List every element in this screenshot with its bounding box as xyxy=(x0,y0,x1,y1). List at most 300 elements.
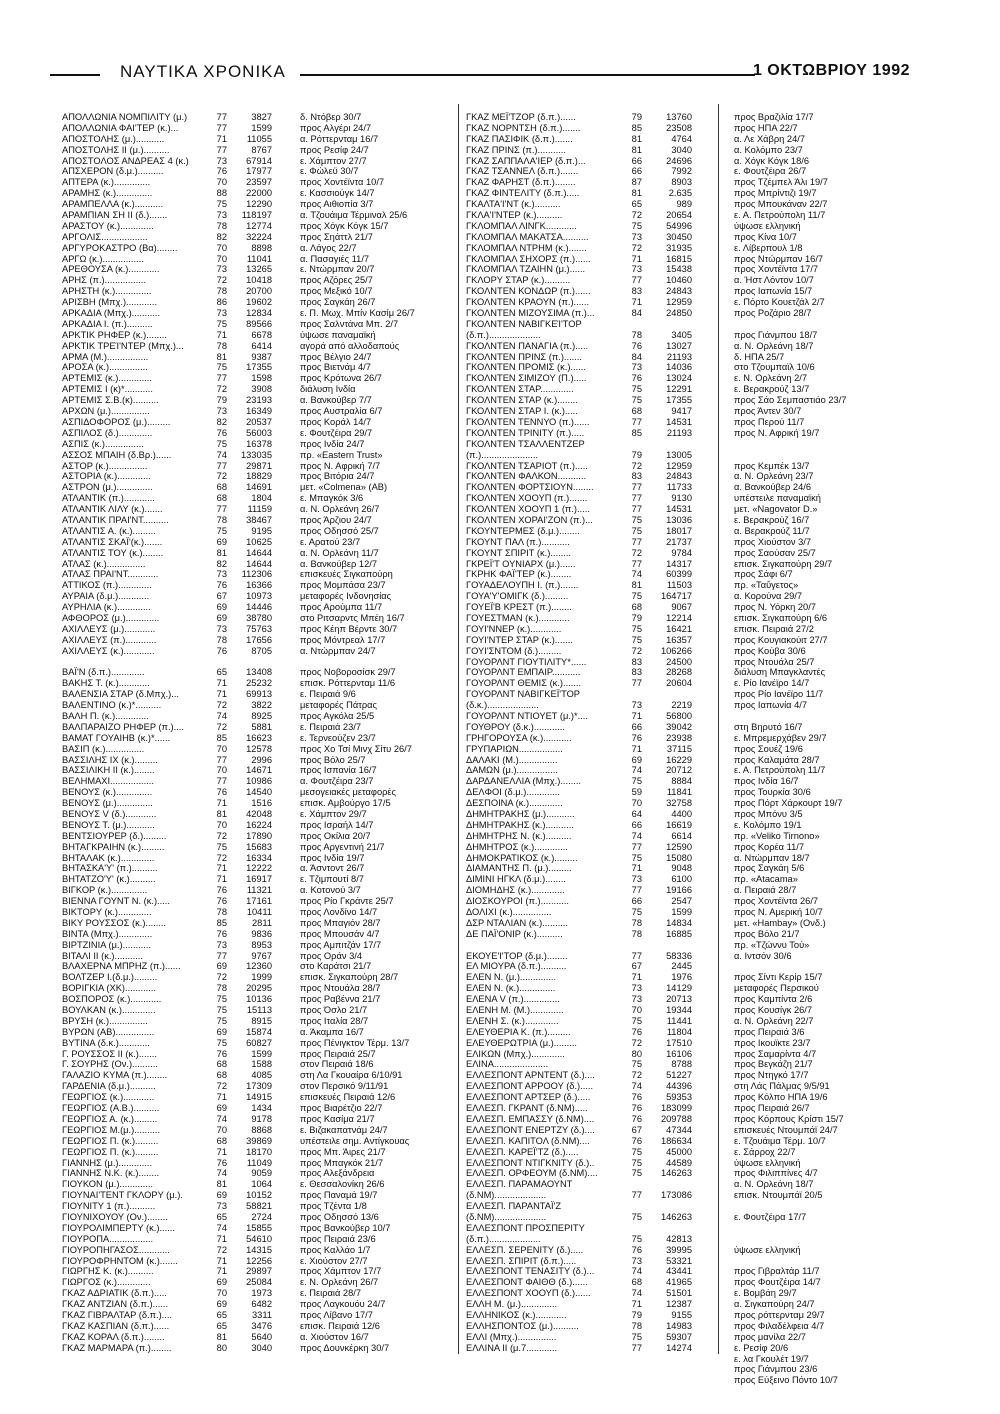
ship-tonnage: 19344 xyxy=(666,1005,692,1016)
ship-tonnage: 133035 xyxy=(240,449,272,460)
status-entry: προς Βιετνάμ 4/7 xyxy=(300,362,371,373)
ship-tonnage: 106266 xyxy=(660,645,692,656)
ship-tonnage: 146263 xyxy=(660,1168,692,1179)
ship-tonnage: 8898 xyxy=(251,242,272,253)
ship-name: ΓΚΛΟΡΥ ΣΤΑΡ (κ.).......... xyxy=(466,275,571,286)
status-entry: προς Χοντέϊντα 26/7 xyxy=(734,896,819,907)
table-row xyxy=(466,863,696,874)
ship-year: 70 xyxy=(216,743,227,754)
table-row xyxy=(466,1005,696,1016)
ship-tonnage: 25084 xyxy=(246,1277,272,1288)
ship-year: 77 xyxy=(216,373,227,384)
ship-year: 76 xyxy=(216,580,227,591)
table-row xyxy=(62,210,272,221)
ship-name: ΓΚΡΕΪ'Τ ΟΥΝΙΑΡΧ (μ.)...... xyxy=(466,558,576,569)
ship-tonnage: 60827 xyxy=(246,1037,272,1048)
ship-name: Γ. ΡΟΥΣΣΟΣ ΙΙ (κ.)....... xyxy=(62,1048,157,1059)
ship-year: 77 xyxy=(631,536,642,547)
table-row xyxy=(466,1256,696,1267)
ship-name: ΒΡΥΣΗ (κ.)............... xyxy=(62,1015,148,1026)
status-entry: προς Πειραιά 3/6 xyxy=(734,1026,805,1037)
ship-tonnage: 39995 xyxy=(666,1244,692,1255)
ship-name: ΔΙΟΜΗΔΗΣ (κ.)............. xyxy=(466,885,565,896)
ship-name: ΑΡΤΕΜΙΣ Σ.Β.(κ).......... xyxy=(62,395,159,406)
ship-name: ΒΙΚΤΟΡΥ (κ.)............. xyxy=(62,907,152,918)
ship-tonnage: 11055 xyxy=(246,133,272,144)
status-entry: ε. Φώλεϋ 30/7 xyxy=(300,166,359,177)
ship-year: 69 xyxy=(216,612,227,623)
ship-name: ΓΟΥΕΣΤΜΑΝ (κ.)............ xyxy=(466,612,570,623)
ship-name: ΑΣΠΙΔΟΦΟΡΟΣ (μ.)......... xyxy=(62,416,171,427)
table-row xyxy=(466,907,696,918)
status-entry: επισκευές Ντουμπάϊ 24/7 xyxy=(734,1124,838,1135)
table-row xyxy=(466,1299,696,1310)
table-row xyxy=(62,188,272,199)
ship-tonnage: 25232 xyxy=(246,678,272,689)
status-entry: προς Παναμά 19/7 xyxy=(300,1190,378,1201)
ship-year: 75 xyxy=(631,384,642,395)
ship-tonnage: 47344 xyxy=(666,1124,692,1135)
ship-list-column-1 xyxy=(62,112,272,1354)
ship-year: 77 xyxy=(631,1190,642,1201)
ship-year: 73 xyxy=(631,700,642,711)
ship-year: 73 xyxy=(216,210,227,221)
table-row xyxy=(62,199,272,210)
ship-name: ΓΚΟΛΝΤΕΝ ΧΟΟΥΠ 1 (π.)..... xyxy=(466,504,590,515)
table-row xyxy=(62,1277,272,1288)
ship-tonnage: 1973 xyxy=(251,1288,272,1299)
ship-name: ΓΚΑΖ ΠΑΣΙΦΙΚ (δ.π.)....... xyxy=(466,133,573,144)
ship-tonnage: 44589 xyxy=(666,1157,692,1168)
ship-year: 71 xyxy=(216,133,227,144)
status-entry: προς Αγκόλα 25/5 xyxy=(300,710,375,721)
table-row xyxy=(466,918,696,929)
ship-year: 59 xyxy=(631,787,642,798)
ship-tonnage: 21193 xyxy=(666,351,692,362)
ship-name: ΓΕΩΡΓΙΟΣ Μ.(μ.).......... xyxy=(62,1124,161,1135)
table-row xyxy=(466,733,696,744)
ship-name: ΓΚΑΖ ΦΑΡΗΣΤ (δ.π.)........ xyxy=(466,177,576,188)
column-rule-1 xyxy=(458,104,459,1354)
ship-year: 69 xyxy=(216,1103,227,1114)
table-row xyxy=(466,264,696,275)
table-row xyxy=(62,373,272,384)
ship-name: ΑΧΙΛΛΕΥΣ (κ.)............ xyxy=(62,645,155,656)
ship-tonnage: 14036 xyxy=(666,362,692,373)
ship-status-column-2 xyxy=(734,112,904,1386)
ship-name: ΕΛΕΥΘΕΡΙΑ Κ. (π.)......... xyxy=(466,1026,571,1037)
table-row xyxy=(62,657,272,668)
table-row xyxy=(62,308,272,319)
ship-year: 85 xyxy=(216,917,227,928)
status-entry: προς Οκίλια 20/7 xyxy=(300,830,371,841)
ship-name: ΑΡΜΑ (Μ.)................ xyxy=(62,351,149,362)
ship-year: 71 xyxy=(216,689,227,700)
table-row xyxy=(466,1136,696,1147)
ship-year: 77 xyxy=(216,950,227,961)
ship-tonnage: 6678 xyxy=(251,329,272,340)
ship-name: ΒΑΚΗΣ Τ. (κ.)............ xyxy=(62,678,150,689)
ship-tonnage: 8925 xyxy=(251,710,272,721)
table-row xyxy=(62,177,272,188)
ship-tonnage: 67914 xyxy=(246,155,272,166)
ship-name: ΓΚΟΛΝΤΕΝ ΠΡΙΝΣ (π.)....... xyxy=(466,351,583,362)
table-row xyxy=(466,406,696,417)
ship-tonnage: 23193 xyxy=(246,395,272,406)
table-row xyxy=(466,1070,696,1081)
ship-year: 75 xyxy=(216,1037,227,1048)
ship-name: ΒΑΛΠΑΡΑΙΖΟ ΡΗΦΕΡ (π.).... xyxy=(62,721,184,732)
ship-year: 79 xyxy=(216,395,227,406)
status-entry: προς Ροζάριο 28/7 xyxy=(734,308,812,319)
ship-tonnage: 23938 xyxy=(666,732,692,743)
ship-year: 77 xyxy=(631,482,642,493)
ship-name: ΑΡΑΜΠΙΑΝ ΣΗ ΙΙ (δ.)....... xyxy=(62,210,168,221)
table-row xyxy=(466,580,696,591)
ship-name: ΒΛΑΧΕΡΝΑ ΜΠΡΗΖ (π.)...... xyxy=(62,961,181,972)
table-row xyxy=(62,548,272,559)
ship-year: 75 xyxy=(631,591,642,602)
ship-name: ΔΣΡ ΝΤΑΛΙΑΝ (κ.).......... xyxy=(466,917,569,928)
table-row xyxy=(466,417,696,428)
table-row xyxy=(466,842,696,853)
ship-tonnage: 58336 xyxy=(666,950,692,961)
ship-name: ΔΗΜΟΚΡΑΤΙΚΟΣ (κ.)......... xyxy=(466,852,578,863)
ship-tonnage: 12214 xyxy=(666,612,692,623)
status-entry: επισκ. Σιγκαπούρη 28/7 xyxy=(300,972,399,983)
ship-tonnage: 14915 xyxy=(246,1092,272,1103)
issue-date: 1 ΟΚΤΩΒΡΙΟΥ 1992 xyxy=(752,62,910,79)
ship-tonnage: 8903 xyxy=(671,177,692,188)
ship-name: ΔΑΜΩΝ (μ.)................ xyxy=(466,765,558,776)
header-rule-left xyxy=(50,74,100,76)
ship-year: 72 xyxy=(631,1070,642,1081)
table-row xyxy=(466,199,696,210)
ship-name: ΓΚΟΛΝΤΕΝ ΤΣΑΛΛΕΝΤΖΕΡ xyxy=(466,438,585,449)
ship-name: ΒΕΝΟΥΣ (μ.).............. xyxy=(62,798,153,809)
ship-year: 75 xyxy=(216,994,227,1005)
table-row xyxy=(62,929,272,940)
ship-name: ΕΛΕΝΗ Σ. (κ.)............. xyxy=(466,1015,559,1026)
ship-name: ΒΙΓΚΟΡ (κ.).............. xyxy=(62,885,148,896)
ship-tonnage: 20604 xyxy=(666,678,692,689)
ship-name: ΒΟΥΛΚΑΝ (κ.)............. xyxy=(62,1005,156,1016)
table-row xyxy=(62,1299,272,1310)
table-row xyxy=(466,1234,696,1245)
ship-name: ΓΚΟΛΝΤΕΝ ΤΣΑΡΙΟΤ (π.)..... xyxy=(466,460,588,471)
header-rule-right xyxy=(300,74,755,76)
ship-tonnage: 32224 xyxy=(246,231,272,242)
table-row xyxy=(466,166,696,177)
ship-name: ΔΗΜΗΤΡΗΣ Ν. (κ.).......... xyxy=(466,830,572,841)
ship-year: 77 xyxy=(631,950,642,961)
status-entry: προς Γιάνμπου 18/7 xyxy=(734,329,818,340)
status-entry: ε. Πειραιά 23/7 xyxy=(300,721,362,732)
table-row xyxy=(62,733,272,744)
ship-year: 74 xyxy=(216,710,227,721)
status-entry: προς Κίνα 10/7 xyxy=(734,231,797,242)
table-row xyxy=(62,156,272,167)
status-entry: προς Οδησσό 25/7 xyxy=(300,525,379,536)
ship-name: ΓΚΛΟΜΠΑΛ ΝΤΡΗΜ (κ.)....... xyxy=(466,242,587,253)
table-row xyxy=(466,983,696,994)
ship-year: 78 xyxy=(216,514,227,525)
table-row xyxy=(466,537,696,548)
ship-year: 72 xyxy=(216,384,227,395)
status-entry: ε. Φουτζέιρα 17/7 xyxy=(734,1211,807,1222)
table-row xyxy=(466,1114,696,1125)
table-row xyxy=(466,112,696,123)
ship-tonnage: 41965 xyxy=(666,1277,692,1288)
table-row xyxy=(466,972,696,983)
ship-name: ΓΙΟΥΝΑΙ'ΤΕΝΤ ΓΚΛΟΡΥ (μ.). xyxy=(62,1190,183,1201)
ship-year: 76 xyxy=(631,1244,642,1255)
ship-name: ΓΚΑΖ ΠΡΙΝΣ (π.)........... xyxy=(466,144,566,155)
status-entry: α. Ν. Ορλεάνη 23/7 xyxy=(734,471,814,482)
ship-name: ΕΛΕΥΘΕΡΩΤΡΙΑ (μ.)......... xyxy=(466,1037,577,1048)
ship-year: 74 xyxy=(631,1288,642,1299)
ship-tonnage: 18829 xyxy=(246,471,272,482)
status-entry: ε. Βιζακαπατνάμ 24/7 xyxy=(300,1124,388,1135)
table-row xyxy=(62,112,272,123)
ship-name: ΒΑΪ'Ν (δ.π.)............. xyxy=(62,667,145,678)
ship-name: ΕΛΛΕΣΠΟΝΤ ΧΟΟΥΠ (δ.)...... xyxy=(466,1288,591,1299)
ship-year: 77 xyxy=(631,841,642,852)
status-entry: ε. Πειραιά 9/6 xyxy=(300,689,356,700)
table-row xyxy=(466,493,696,504)
ship-tonnage: 12834 xyxy=(246,308,272,319)
ship-name: ΓΚΑΛΤΑ'Ι'ΝΤ (κ.).......... xyxy=(466,199,561,210)
ship-name: (δ.π.).................... xyxy=(466,329,541,340)
ship-name: ΒΕΝΤΣΙΟΥΡΕΡ (δ.)......... xyxy=(62,830,167,841)
table-row xyxy=(62,1266,272,1277)
table-row xyxy=(62,613,272,624)
ship-year: 75 xyxy=(216,362,227,373)
ship-name: ΑΠΟΣΤΟΛΟΣ ΑΝΔΡΕΑΣ 4 (κ.) xyxy=(62,155,189,166)
ship-tonnage: 16106 xyxy=(666,1048,692,1059)
ship-name: ΕΛΕΝΗ Μ. (Μ.)............. xyxy=(466,1005,564,1016)
ship-year: 72 xyxy=(216,471,227,482)
table-row xyxy=(62,776,272,787)
ship-tonnage: 17656 xyxy=(246,634,272,645)
ship-year: 77 xyxy=(631,885,642,896)
ship-tonnage: 56003 xyxy=(246,427,272,438)
ship-tonnage: 14531 xyxy=(666,504,692,515)
table-row xyxy=(62,1081,272,1092)
ship-year: 83 xyxy=(631,471,642,482)
ship-year: 70 xyxy=(631,1005,642,1016)
table-row xyxy=(62,700,272,711)
table-row xyxy=(466,504,696,515)
status-entry: στο Καράτσι 21/7 xyxy=(300,961,372,972)
status-entry: στον Πειραιά 18/6 xyxy=(300,1059,374,1070)
ship-tonnage: 11733 xyxy=(666,482,692,493)
table-row xyxy=(62,896,272,907)
ship-year: 83 xyxy=(631,667,642,678)
status-entry: α. Ν. Ορλεάνη 18/7 xyxy=(734,340,814,351)
ship-name: ΒΟΣΠΟΡΟΣ (κ.)............ xyxy=(62,994,162,1005)
ship-name: ΒΕΝΟΥΣ V (δ.)............ xyxy=(62,809,157,819)
ship-name: ΔΕΣΠΟΙΝΑ (κ.)............. xyxy=(466,798,563,809)
status-entry: α. Χιούστον 16/7 xyxy=(300,1331,369,1342)
ship-tonnage: 32758 xyxy=(666,798,692,809)
ship-year: 75 xyxy=(631,623,642,634)
status-entry: προς Κουσίγκ 26/7 xyxy=(734,1005,813,1016)
ship-year: 67 xyxy=(216,591,227,602)
table-row xyxy=(62,711,272,722)
status-entry: προς Καλλάο 1/7 xyxy=(300,1244,371,1255)
ship-tonnage: 11041 xyxy=(246,253,272,264)
ship-year: 86 xyxy=(216,297,227,308)
ship-year: 76 xyxy=(631,732,642,743)
status-entry: προς Πένιγκτον Τέρμ. 13/7 xyxy=(300,1037,410,1048)
ship-tonnage: 10152 xyxy=(246,1190,272,1201)
status-entry: στη Λάς Πάλμας 9/5/91 xyxy=(734,1081,830,1092)
ship-tonnage: 2996 xyxy=(251,754,272,765)
ship-tonnage: 53321 xyxy=(666,1255,692,1266)
status-entry: ε. Χάμπτον 29/7 xyxy=(300,809,367,819)
table-row xyxy=(62,940,272,951)
status-entry: ε. Αρατού 23/7 xyxy=(300,536,361,547)
ship-year: 78 xyxy=(631,1320,642,1331)
status-entry: α. Λε Χάβρη 24/7 xyxy=(734,133,806,144)
status-entry xyxy=(734,450,904,461)
ship-tonnage: 16224 xyxy=(246,819,272,830)
status-entry: προς Αυστραλία 6/7 xyxy=(300,406,383,417)
ship-year: 72 xyxy=(631,645,642,656)
table-row xyxy=(62,1245,272,1256)
table-row xyxy=(62,275,272,286)
ship-name: ΑΡΚΤΙΚ ΡΗΦΕΡ (κ.)........ xyxy=(62,329,167,340)
ship-tonnage: 12290 xyxy=(246,199,272,210)
ship-year: 71 xyxy=(216,863,227,874)
table-row xyxy=(466,395,696,406)
table-row xyxy=(62,384,272,395)
ship-tonnage: 16623 xyxy=(246,732,272,743)
table-row xyxy=(466,798,696,809)
ship-year: 79 xyxy=(631,449,642,460)
table-row xyxy=(466,689,696,700)
ship-name: ΒΕΛΗΜΑΧΙ................. xyxy=(62,776,154,787)
table-row xyxy=(62,624,272,635)
table-row xyxy=(62,1136,272,1147)
table-row xyxy=(62,755,272,766)
status-entry: προς Ν. Αφρική 19/7 xyxy=(734,427,820,438)
ship-name: ΓΟΥΙ'ΝΝΕΡ (κ.)............ xyxy=(466,623,562,634)
ship-name: ΓΟΥΟΡΛΝΤ ΝΑΒΙΓΚΕΪ'ΤΟΡ xyxy=(466,689,581,700)
ship-tonnage: 8884 xyxy=(671,776,692,787)
status-entry: προς Αιθιοπία 3/7 xyxy=(300,199,374,210)
status-entry: προς Κορέα 11/7 xyxy=(734,841,804,852)
ship-tonnage: 16815 xyxy=(666,253,692,264)
ship-year: 70 xyxy=(216,819,227,830)
ship-year: 73 xyxy=(216,264,227,275)
ship-year: 69 xyxy=(216,536,227,547)
table-row xyxy=(466,384,696,395)
ship-year: 75 xyxy=(216,438,227,449)
status-entry: μετ. «Nagovator D.» xyxy=(734,504,818,515)
ship-tonnage: 11841 xyxy=(666,787,692,798)
table-row xyxy=(62,983,272,994)
ship-tonnage: 29871 xyxy=(246,460,272,471)
ship-tonnage: 22000 xyxy=(246,188,272,199)
ship-tonnage: 24696 xyxy=(666,155,692,166)
ship-year: 85 xyxy=(631,427,642,438)
ship-year: 71 xyxy=(216,1266,227,1277)
table-row xyxy=(62,1114,272,1125)
table-row xyxy=(62,1234,272,1245)
status-entry: προς Μόντρεαλ 17/7 xyxy=(300,634,386,645)
ship-year: 71 xyxy=(631,710,642,721)
table-row xyxy=(62,646,272,657)
ship-name: ΑΡΗΣΤΗ (κ.).............. xyxy=(62,286,152,297)
ship-year: 75 xyxy=(216,199,227,210)
ship-year: 76 xyxy=(631,373,642,384)
ship-name: ΑΤΛΑΝΤΙΚ (π.)............ xyxy=(62,493,155,504)
ship-year: 77 xyxy=(216,112,227,122)
ship-name: ΓΚΑΖ ΑΔΡΙΑΤΙΚ (δ.π.)..... xyxy=(62,1288,167,1299)
ship-name: ΓΚΟΛΝΤΕΝ ΚΡΑΟΥΝ (π.)...... xyxy=(466,297,590,308)
ship-year: 69 xyxy=(216,1277,227,1288)
ship-year: 65 xyxy=(631,199,642,210)
ship-name: ΓΚΟΛΝΤΕΝ ΠΑΝΑΓΙΑ (π.)..... xyxy=(466,340,589,351)
ship-name: ΓΚΟΥΝΤ ΠΑΛ (π.)........... xyxy=(466,536,570,547)
table-row xyxy=(466,297,696,308)
ship-tonnage: 17977 xyxy=(246,166,272,177)
table-row xyxy=(466,624,696,635)
ship-year: 74 xyxy=(216,1168,227,1179)
ship-tonnage: 16366 xyxy=(246,580,272,591)
ship-year: 71 xyxy=(216,798,227,809)
status-entry: προς Κέηπ Βέρντε 30/7 xyxy=(300,623,398,634)
ship-tonnage: 30450 xyxy=(666,231,692,242)
status-entry: επισκ. Ντουμπάϊ 20/5 xyxy=(734,1190,823,1201)
ship-name: ΑΣΤΟΡ (κ.)............... xyxy=(62,460,148,471)
ship-name: ΓΙΟΥΡΟΠΑ................. xyxy=(62,1233,154,1244)
table-row xyxy=(466,450,696,461)
table-row xyxy=(62,395,272,406)
table-row xyxy=(466,221,696,232)
table-row xyxy=(466,341,696,352)
ship-name: ΑΥΡΑΙΑ (δ.μ.)............ xyxy=(62,591,150,602)
ship-name: ΕΛΛΕΣΠΟΝΤ ΑΡΤΣΕΡ (δ.)..... xyxy=(466,1092,591,1103)
ship-name: ΕΛΛΗ Μ. (μ.).............. xyxy=(466,1299,558,1310)
ship-tonnage: 3040 xyxy=(251,1342,272,1353)
ship-tonnage: 59307 xyxy=(666,1331,692,1342)
ship-tonnage: 14446 xyxy=(246,602,272,613)
status-entry: προς Κασίμα 21/7 xyxy=(300,1113,375,1124)
ship-year: 77 xyxy=(216,144,227,155)
table-row xyxy=(466,1049,696,1060)
table-row xyxy=(466,439,696,450)
ship-year: 70 xyxy=(216,1124,227,1135)
ship-name: ΓΚΟΥΝΤΕΡΜΕΣ (δ.μ.)........ xyxy=(466,525,580,536)
status-entry: στη Βηρυτό 16/7 xyxy=(734,721,803,732)
status-entry: προς Αμπιτζάν 17/7 xyxy=(300,939,382,950)
ship-name: ΓΚΑΖ ΤΣΑΝΝΕΛ (δ.π.)....... xyxy=(466,166,579,177)
ship-name: ΑΡΓΥΡΟΚΑΣΤΡΟ (Βα)........ xyxy=(62,242,178,253)
table-row xyxy=(62,678,272,689)
table-row xyxy=(466,1223,696,1234)
status-entry: προς Ντουάλα 28/7 xyxy=(300,983,381,994)
ship-name: ΒΕΝΟΥΣ Τ. (μ.)........... xyxy=(62,819,155,830)
status-entry: προς Σίντι Κερίρ 15/7 xyxy=(734,972,823,983)
status-entry: ε. Χιούστον 27/7 xyxy=(300,1255,368,1266)
table-row xyxy=(466,1201,696,1212)
ship-tonnage: 13760 xyxy=(666,112,692,122)
ship-name: ΓΙΩΡΓΗΣ Κ. (κ.).......... xyxy=(62,1266,154,1277)
status-entry: προς Χοντέϊντα 17/7 xyxy=(734,264,819,275)
